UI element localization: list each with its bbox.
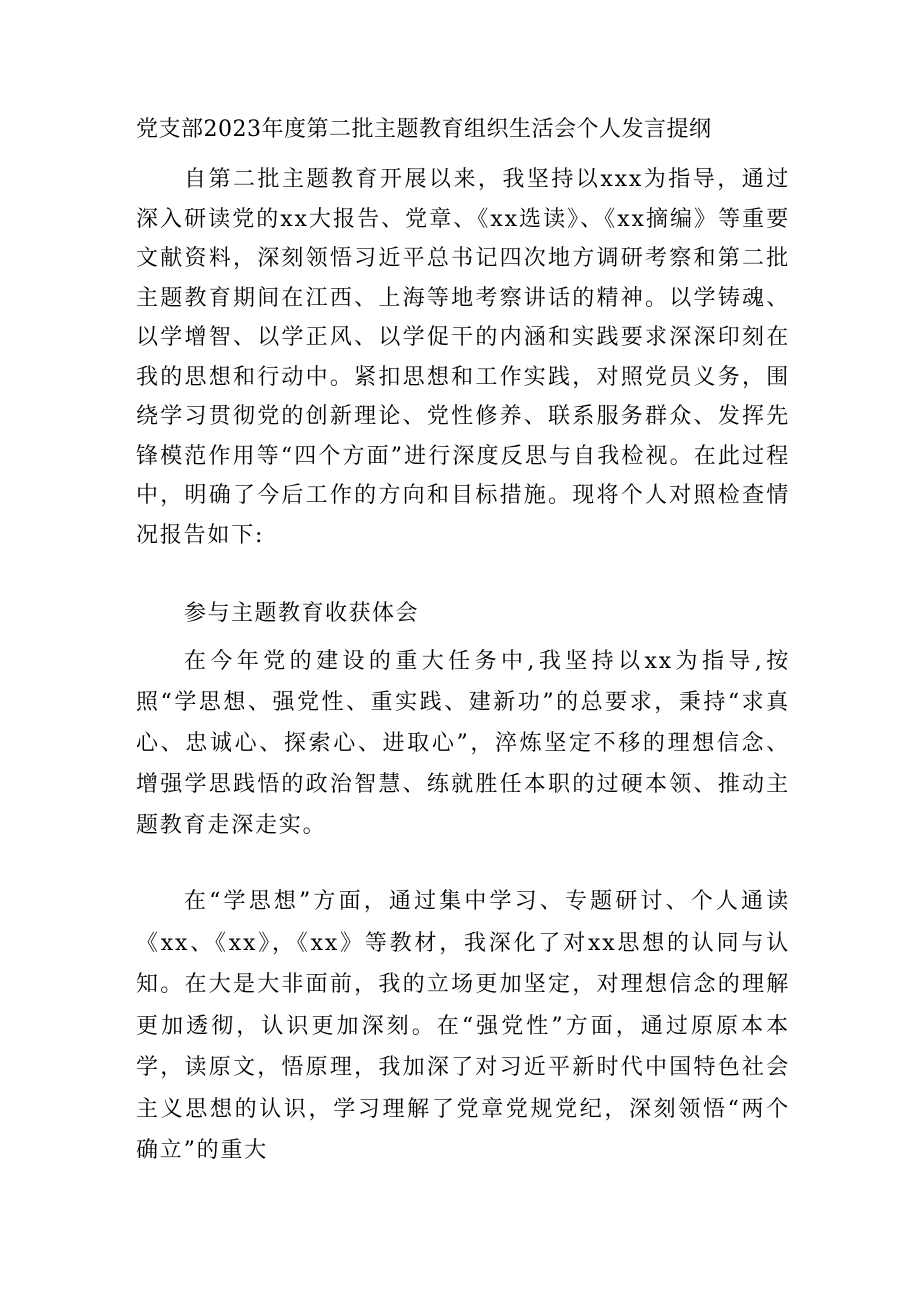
document-title: 党支部2023年度第二批主题教育组织生活会个人发言提纲 (136, 117, 712, 142)
body-paragraph-requirements: 在今年党的建设的重大任务中,我坚持以xx为指导,按照“学思想、强党性、重实践、建新功”的总要求，秉持“求真心、忠诚心、探索心、进取心”，淬炼坚定不移的理想信念、增强学思践悟的政治智慧、练就胜任本职的过硬本领、推动主题教育走深走实。 (136, 649, 790, 838)
intro-paragraph: 自第二批主题教育开展以来，我坚持以xxx为指导，通过深入研读党的xx大报告、党章、《xx选读》、《xx摘编》等重要文献资料，深刻领悟习近平总书记四次地方调研考察和第二批主题教育期间在江西、上海等地考察讲话的精神。以学铸魂、以学增智、以学正风、以学促干的内涵和实践要求深深印刻在我的思想和行动中。紧扣思想和工作实践，对照党员义务，围绕学习贯彻党的创新理论、党性修养、联系服务群众、发挥先锋模范作用等“四个方面”进行深度反思与自我检视。在此过程中，明确了今后工作的方向和目标措施。现将个人对照检查情况报告如下: (136, 167, 790, 548)
body-paragraph-study-thought: 在“学思想”方面，通过集中学习、专题研讨、个人通读《xx、《xx》，《xx》等教材，我深化了对xx思想的认同与认知。在大是大非面前，我的立场更加坚定，对理想信念的理解更加透彻，认识更加深刻。在“强党性”方面，通过原原本本学，读原文，悟原理，我加深了对习近平新时代中国特色社会主义思想的认识，学习理解了党章党规党纪，深刻领悟“两个确立”的重大 (136, 889, 790, 1163)
section-heading: 参与主题教育收获体会 (184, 601, 420, 626)
